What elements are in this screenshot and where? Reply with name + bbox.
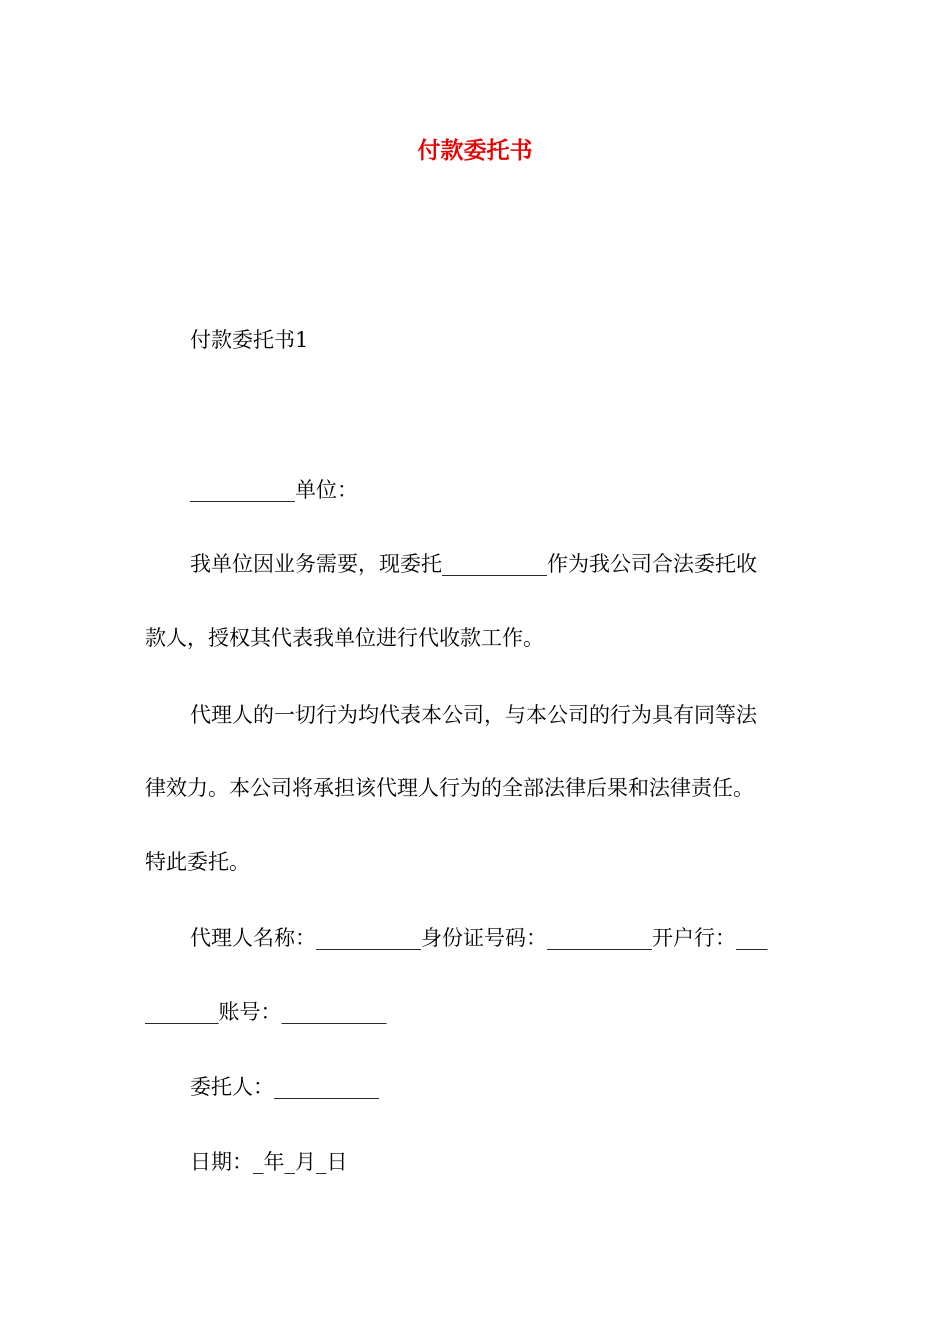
- addressee-line: __________单位：: [190, 478, 358, 502]
- paragraph-liability-line-1: 代理人的一切行为均代表本公司，与本公司的行为具有同等法: [190, 703, 757, 727]
- closing-statement: 特此委托。: [145, 850, 250, 874]
- paragraph-delegation-line-2: 款人，授权其代表我单位进行代收款工作。: [145, 626, 544, 650]
- agent-info-line-1: 代理人名称：__________身份证号码：__________开户行：___: [190, 926, 768, 950]
- paragraph-delegation-line-1: 我单位因业务需要，现委托__________作为我公司合法委托收: [190, 552, 757, 576]
- paragraph-liability-line-2: 律效力。本公司将承担该代理人行为的全部法律后果和法律责任。: [145, 776, 754, 800]
- principal-line: 委托人：__________: [190, 1075, 379, 1099]
- agent-info-line-2: _______账号：__________: [145, 1000, 387, 1024]
- date-line: 日期：_年_月_日: [190, 1150, 348, 1174]
- document-title: 付款委托书: [417, 138, 533, 164]
- section-heading: 付款委托书1: [190, 328, 309, 352]
